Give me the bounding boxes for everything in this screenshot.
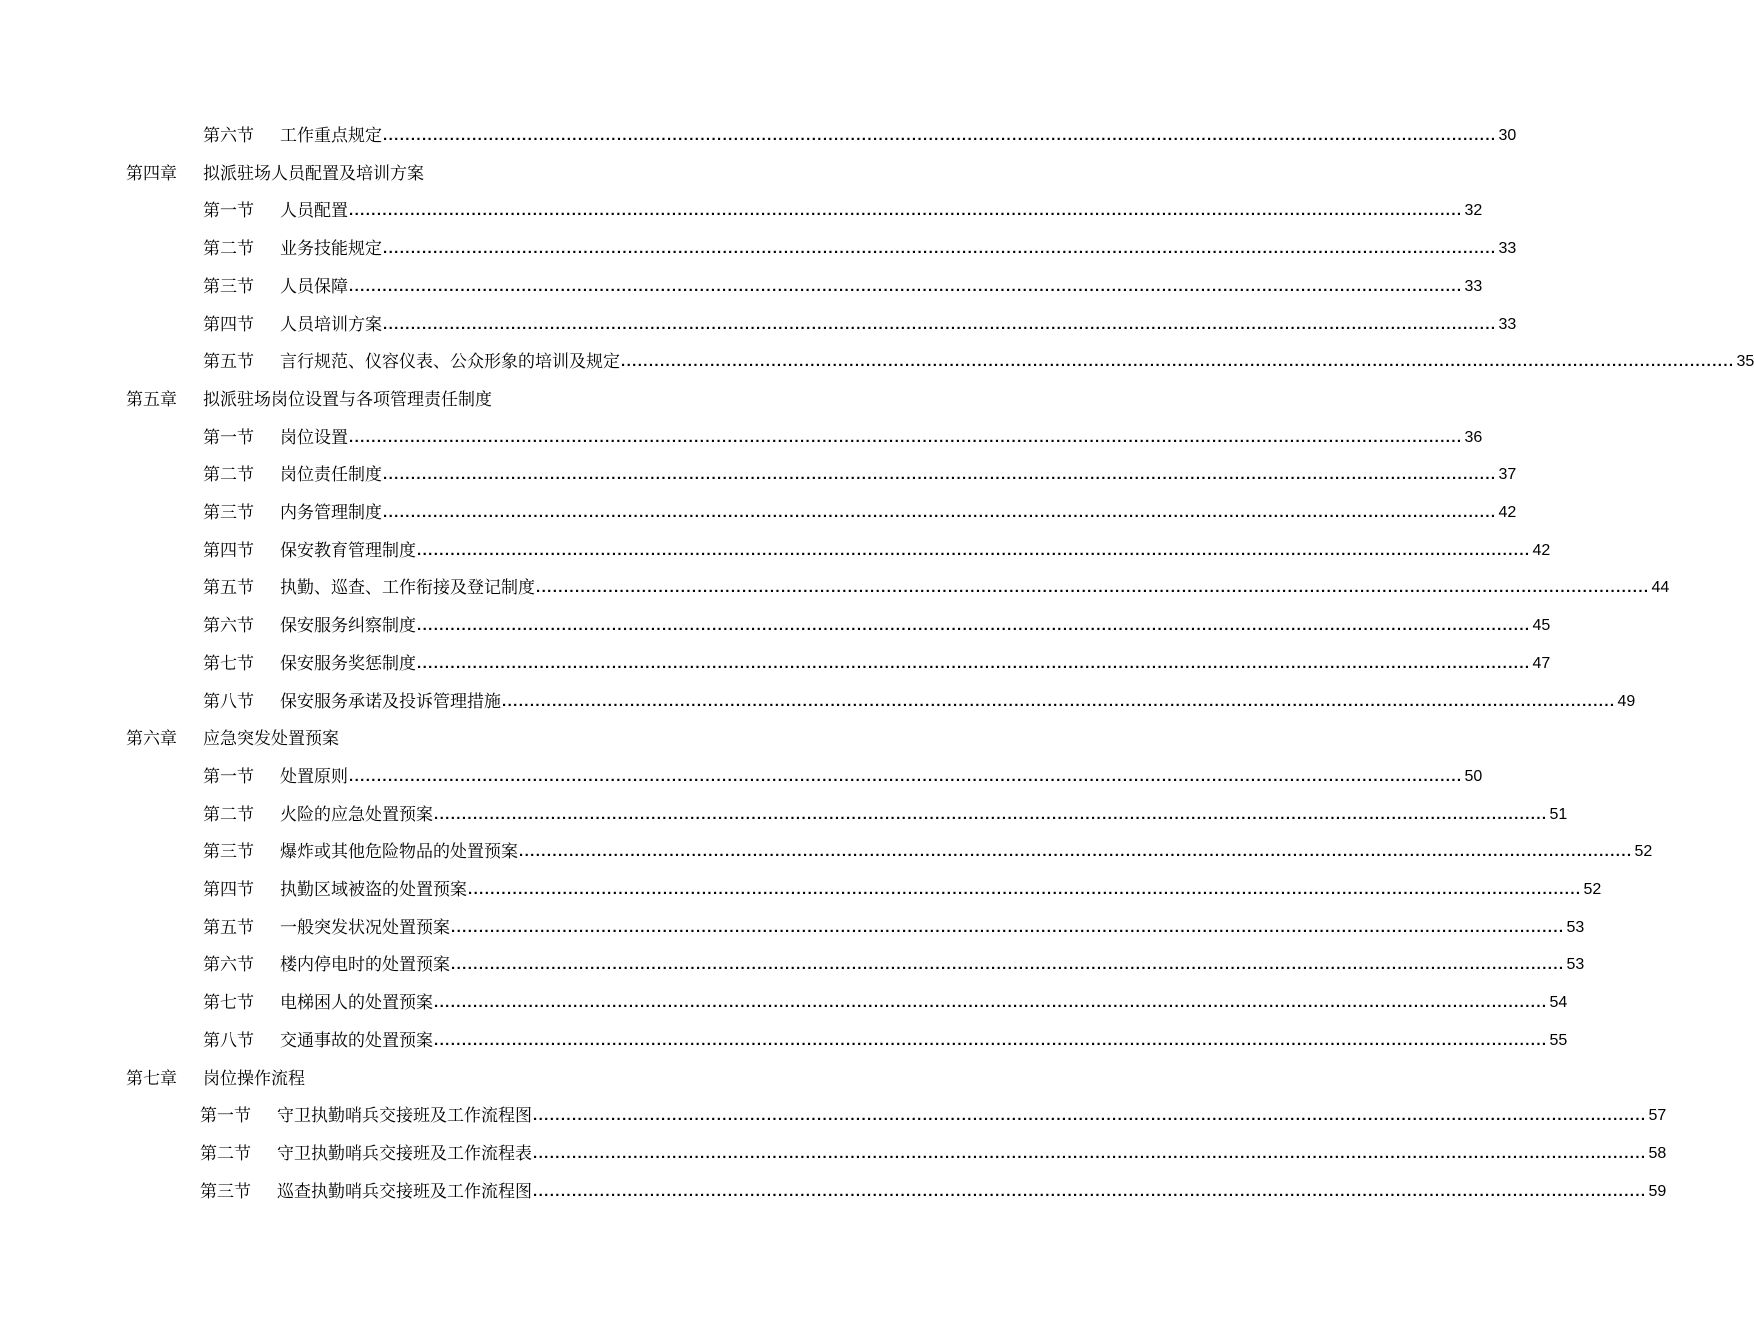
toc-section-entry[interactable]: [203, 196, 1483, 226]
toc-page-number: 33: [1498, 240, 1517, 258]
toc-entry-number: 第七章: [126, 1068, 177, 1089]
toc-entry-title: 火险的应急处置预案: [280, 804, 433, 825]
toc-page-number: 35: [1736, 353, 1754, 371]
toc-entry-title: 交通事故的处置预案: [280, 1030, 433, 1051]
toc-entry-number: 第一节: [203, 427, 254, 448]
toc-section-entry[interactable]: [203, 687, 1636, 717]
dot-leader: ........................................................................................................................................................................................................: [383, 127, 1497, 144]
toc-section-entry[interactable]: [203, 950, 1585, 980]
toc-entry-number: 第六章: [126, 729, 177, 750]
dot-leader: ........................................................................................................................................................................................................: [533, 1144, 1647, 1162]
toc-page-number: 57: [1648, 1107, 1667, 1125]
dot-leader: ........................................................................................................................................................................................................: [383, 240, 1497, 258]
toc-entry-number: 第六节: [203, 126, 254, 146]
toc-section-entry[interactable]: [203, 800, 1568, 830]
toc-section-entry[interactable]: [203, 611, 1551, 641]
toc-section-entry[interactable]: [203, 423, 1483, 453]
toc-page-number: 42: [1498, 504, 1517, 521]
toc-page-number: 42: [1532, 541, 1551, 559]
toc-entry-title: 保安教育管理制度: [280, 540, 416, 561]
toc-entry-number: 第四章: [126, 163, 177, 184]
toc-section-entry[interactable]: [203, 460, 1517, 490]
toc-chapter-entry[interactable]: [126, 385, 686, 415]
toc-entry-title: 人员保障: [280, 276, 348, 297]
toc-entry-title: 电梯困人的处置预案: [280, 993, 433, 1014]
toc-chapter-entry[interactable]: [126, 159, 686, 189]
toc-page-number: 32: [1464, 202, 1483, 220]
toc-entry-number: 第五节: [203, 578, 254, 599]
dot-leader: ........................................................................................................................................................................................................: [533, 1107, 1647, 1125]
toc-entry-title: 人员配置: [280, 201, 348, 222]
dot-leader: ........................................................................................................................................................................................................: [533, 1182, 1647, 1200]
toc-page-number: 44: [1651, 579, 1670, 597]
toc-entry-number: 第五节: [203, 352, 254, 373]
toc-entry-title: 工作重点规定: [280, 126, 382, 146]
toc-page-number: 55: [1549, 1031, 1568, 1049]
toc-section-entry[interactable]: [203, 347, 1754, 377]
toc-section-entry[interactable]: [203, 649, 1551, 679]
dot-leader: ........................................................................................................................................................................................................: [502, 692, 1616, 710]
toc-page-number: 47: [1532, 654, 1551, 672]
toc-section-entry[interactable]: [200, 1101, 1667, 1131]
toc-entry-title: 处置原则: [280, 766, 348, 787]
toc-page-number: 45: [1532, 617, 1551, 635]
toc-entry-title: 拟派驻场人员配置及培训方案: [203, 163, 424, 184]
dot-leader: ........................................................................................................................................................................................................: [383, 504, 1497, 521]
toc-entry-title: 一般突发状况处置预案: [280, 917, 450, 938]
toc-entry-number: 第一节: [203, 201, 254, 222]
toc-entry-title: 拟派驻场岗位设置与各项管理责任制度: [203, 389, 492, 410]
dot-leader: ........................................................................................................................................................................................................: [451, 956, 1565, 974]
toc-section-entry[interactable]: [200, 1177, 1667, 1207]
toc-page-number: 54: [1549, 994, 1568, 1012]
dot-leader: ........................................................................................................................................................................................................: [621, 353, 1735, 371]
toc-page-number: 53: [1566, 956, 1585, 974]
toc-page-number: 30: [1498, 127, 1517, 144]
dot-leader: ........................................................................................................................................................................................................: [383, 466, 1497, 484]
toc-entry-title: 保安服务奖惩制度: [280, 653, 416, 674]
toc-page-number: 36: [1464, 428, 1483, 446]
toc-section-entry[interactable]: [203, 875, 1602, 905]
dot-leader: ........................................................................................................................................................................................................: [417, 617, 1531, 635]
toc-entry-number: 第四节: [203, 880, 254, 900]
toc-section-entry[interactable]: [203, 573, 1670, 603]
toc-entry-number: 第三节: [203, 276, 254, 297]
dot-leader: ........................................................................................................................................................................................................: [383, 315, 1497, 333]
toc-section-entry[interactable]: [203, 536, 1551, 566]
toc-page-number: 51: [1549, 805, 1568, 823]
toc-section-entry[interactable]: [203, 310, 1517, 340]
dot-leader: ........................................................................................................................................................................................................: [434, 1031, 1548, 1049]
toc-page-number: 33: [1498, 315, 1517, 333]
toc-entry-number: 第五章: [126, 389, 177, 410]
dot-leader: ........................................................................................................................................................................................................: [519, 843, 1633, 861]
toc-section-entry[interactable]: [203, 272, 1483, 302]
toc-section-entry[interactable]: [203, 988, 1568, 1018]
toc-entry-number: 第一节: [203, 766, 254, 787]
toc-entry-number: 第八节: [203, 1030, 254, 1051]
toc-entry-title: 言行规范、仪容仪表、公众形象的培训及规定: [280, 352, 620, 373]
toc-page-number: 33: [1464, 277, 1483, 295]
toc-section-entry[interactable]: [203, 498, 1517, 528]
toc-entry-title: 岗位设置: [280, 427, 348, 448]
toc-entry-title: 执勤区域被盗的处置预案: [280, 880, 467, 900]
toc-entry-number: 第七节: [203, 653, 254, 674]
toc-section-entry[interactable]: [203, 121, 1517, 151]
toc-page-number: 52: [1583, 881, 1602, 898]
toc-entry-title: 守卫执勤哨兵交接班及工作流程表: [277, 1143, 532, 1164]
toc-entry-number: 第四节: [203, 540, 254, 561]
dot-leader: ........................................................................................................................................................................................................: [468, 881, 1582, 898]
toc-entry-title: 应急突发处置预案: [203, 729, 339, 750]
toc-page-number: 59: [1648, 1182, 1667, 1200]
toc-entry-number: 第八节: [203, 691, 254, 712]
toc-entry-title: 执勤、巡查、工作衔接及登记制度: [280, 578, 535, 599]
toc-section-entry[interactable]: [203, 234, 1517, 264]
toc-page-number: 50: [1464, 767, 1483, 785]
dot-leader: ........................................................................................................................................................................................................: [536, 579, 1650, 597]
toc-section-entry[interactable]: [200, 1139, 1667, 1169]
toc-entry-number: 第二节: [203, 465, 254, 486]
toc-page-number: 53: [1566, 918, 1585, 936]
toc-entry-title: 业务技能规定: [280, 239, 382, 260]
toc-section-entry[interactable]: [203, 1026, 1568, 1056]
toc-entry-title: 岗位责任制度: [280, 465, 382, 486]
toc-entry-title: 保安服务纠察制度: [280, 616, 416, 637]
toc-section-entry[interactable]: [203, 762, 1483, 792]
dot-leader: ........................................................................................................................................................................................................: [349, 428, 1463, 446]
toc-page-number: 52: [1634, 843, 1653, 861]
dot-leader: ........................................................................................................................................................................................................: [434, 994, 1548, 1012]
toc-page-number: 37: [1498, 466, 1517, 484]
toc-chapter-entry[interactable]: [126, 724, 686, 754]
toc-section-entry[interactable]: [203, 913, 1585, 943]
toc-entry-title: 巡查执勤哨兵交接班及工作流程图: [277, 1181, 532, 1202]
dot-leader: ........................................................................................................................................................................................................: [349, 277, 1463, 295]
toc-entry-title: 保安服务承诺及投诉管理措施: [280, 691, 501, 712]
toc-entry-title: 人员培训方案: [280, 314, 382, 335]
toc-entry-title: 守卫执勤哨兵交接班及工作流程图: [277, 1106, 532, 1127]
toc-page-number: 49: [1617, 692, 1636, 710]
toc-entry-number: 第六节: [203, 616, 254, 637]
dot-leader: ........................................................................................................................................................................................................: [451, 918, 1565, 936]
dot-leader: ........................................................................................................................................................................................................: [417, 541, 1531, 559]
toc-entry-number: 第三节: [200, 1181, 251, 1202]
toc-entry-number: 第四节: [203, 314, 254, 335]
dot-leader: ........................................................................................................................................................................................................: [417, 654, 1531, 672]
toc-entry-title: 内务管理制度: [280, 503, 382, 523]
dot-leader: ........................................................................................................................................................................................................: [349, 202, 1463, 220]
toc-entry-number: 第二节: [203, 239, 254, 260]
dot-leader: ........................................................................................................................................................................................................: [434, 805, 1548, 823]
toc-entry-number: 第五节: [203, 917, 254, 938]
toc-entry-number: 第二节: [203, 804, 254, 825]
toc-page-number: 58: [1648, 1144, 1667, 1162]
toc-entry-number: 第三节: [203, 503, 254, 523]
toc-chapter-entry[interactable]: [126, 1064, 686, 1094]
toc-entry-title: 爆炸或其他危险物品的处置预案: [280, 842, 518, 863]
toc-entry-number: 第一节: [200, 1106, 251, 1127]
toc-entry-number: 第三节: [203, 842, 254, 863]
toc-entry-title: 楼内停电时的处置预案: [280, 955, 450, 976]
toc-entry-number: 第六节: [203, 955, 254, 976]
toc-entry-title: 岗位操作流程: [203, 1068, 305, 1089]
toc-entry-number: 第二节: [200, 1143, 251, 1164]
dot-leader: ........................................................................................................................................................................................................: [349, 767, 1463, 785]
toc-section-entry[interactable]: [203, 837, 1653, 867]
toc-entry-number: 第七节: [203, 993, 254, 1014]
